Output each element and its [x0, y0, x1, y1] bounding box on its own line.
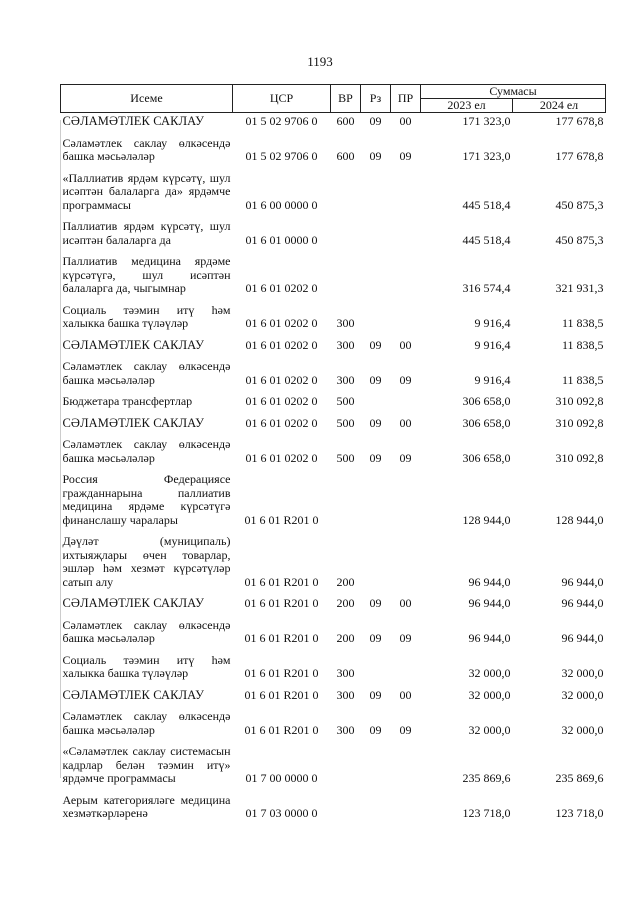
row-pr [391, 648, 421, 683]
table-row [61, 432, 606, 467]
table-row [61, 411, 606, 433]
row-amount-2024: 310 092,8 [555, 394, 604, 408]
row-csr: 01 6 01 0202 0 [245, 337, 318, 352]
row-rz [361, 389, 391, 411]
row-pr [391, 389, 421, 411]
table-row [61, 166, 606, 215]
row-name: Бюджетара трансфертлар [62, 394, 193, 408]
row-rz: 09 [369, 149, 382, 163]
row-csr: 01 6 00 0000 0 [245, 197, 318, 212]
row-amount-2024: 32 000,0 [561, 666, 604, 680]
table-row [61, 131, 606, 166]
row-amount-2023: 9 916,4 [474, 372, 511, 387]
table-row [61, 354, 606, 389]
row-name: СӘЛАМӘТЛЕК САКЛАУ [62, 114, 205, 128]
row-vr [331, 214, 361, 249]
row-name: Сәламәтлек саклау өлкәсендә башка мәсьәләләр [62, 359, 231, 387]
row-rz [361, 648, 391, 683]
row-amount-2023: 445 518,4 [462, 232, 511, 247]
row-csr: 01 6 01 R201 0 [244, 596, 319, 610]
row-name: СӘЛАМӘТЛЕК САКЛАУ [62, 596, 205, 610]
row-name: «Паллиатив ярдәм күрсәтү, шул исәптән балаларга да» ярдәмче программасы [62, 170, 231, 212]
budget-table [60, 84, 606, 823]
row-amount-2023: 32 000,0 [468, 722, 511, 737]
row-vr: 300 [336, 337, 355, 352]
row-amount-2023: 96 944,0 [468, 574, 511, 589]
row-vr: 300 [336, 666, 355, 680]
row-amount-2024: 32 000,0 [561, 687, 604, 702]
row-name: Сәламәтлек саклау өлкәсендә башка мәсьәләләр [62, 135, 231, 163]
row-amount-2023: 171 323,0 [462, 149, 511, 163]
row-amount-2023: 96 944,0 [468, 631, 511, 645]
row-vr: 300 [336, 687, 355, 702]
row-rz: 09 [369, 687, 382, 702]
row-amount-2023: 96 944,0 [468, 596, 511, 610]
row-name: Россия Федерациясе гражданнарына паллиатив медицина ярдәме күрсәтүгә финанслашу чаралары [62, 472, 231, 527]
row-vr: 200 [336, 631, 355, 645]
row-csr: 01 6 01 0202 0 [245, 415, 318, 430]
row-amount-2024: 310 092,8 [555, 415, 604, 430]
header-pr: ПР [391, 85, 421, 113]
header-csr: ЦСР [233, 85, 331, 113]
row-name: Паллиатив ярдәм күрсәтү, шул исәптән балаларга да [62, 219, 231, 247]
row-amount-2023: 235 869,6 [462, 771, 511, 785]
row-amount-2023: 9 916,4 [474, 316, 511, 330]
row-pr: 09 [399, 372, 412, 387]
row-csr: 01 6 01 0202 0 [245, 316, 318, 330]
row-amount-2023: 445 518,4 [462, 197, 511, 212]
table-header [61, 85, 606, 113]
row-name: Паллиатив медицина ярдәме күрсәтүгә, шул исәптән балаларга да, чыгымнар [62, 254, 231, 295]
row-amount-2023: 9 916,4 [474, 337, 511, 352]
row-csr: 01 6 01 0202 0 [245, 450, 318, 465]
row-amount-2024: 321 931,3 [555, 281, 604, 295]
table-row [61, 704, 606, 739]
row-amount-2023: 306 658,0 [462, 450, 511, 465]
row-rz [361, 249, 391, 298]
table-row [61, 591, 606, 613]
row-rz [361, 788, 391, 823]
row-rz: 09 [369, 415, 382, 430]
table-row [61, 333, 606, 355]
row-rz: 09 [369, 722, 382, 737]
row-name: «Сәламәтлек саклау системасын кадрлар белән тәэмин итү» ярдәмче программасы [62, 744, 231, 785]
row-vr: 500 [336, 450, 355, 465]
row-pr [391, 529, 421, 591]
row-pr [391, 788, 421, 823]
row-pr: 09 [399, 722, 412, 737]
header-year-2024: 2024 ел [513, 99, 606, 113]
row-csr: 01 6 01 R201 0 [244, 512, 319, 527]
row-pr [391, 166, 421, 215]
row-pr: 09 [399, 631, 412, 645]
header-rz: Рз [361, 85, 391, 113]
table-row [61, 613, 606, 648]
table-row [61, 113, 606, 131]
table-row [61, 389, 606, 411]
row-name: Социаль тәэмин итү һәм халыкка башка түләүләр [62, 652, 231, 680]
header-name: Исеме [61, 85, 233, 113]
row-rz: 09 [369, 450, 382, 465]
row-vr [331, 788, 361, 823]
row-pr: 00 [399, 596, 412, 610]
row-amount-2024: 32 000,0 [561, 722, 604, 737]
row-vr: 200 [336, 574, 355, 589]
row-pr: 00 [399, 687, 412, 702]
table-row [61, 214, 606, 249]
row-vr: 500 [336, 394, 355, 408]
row-amount-2024: 450 875,3 [555, 197, 604, 212]
row-amount-2024: 235 869,6 [555, 771, 604, 785]
row-rz [361, 467, 391, 529]
row-amount-2024: 11 838,5 [561, 372, 604, 387]
row-vr: 600 [336, 114, 355, 128]
row-rz [361, 166, 391, 215]
row-amount-2024: 177 678,8 [555, 114, 604, 128]
row-csr: 01 6 01 R201 0 [244, 666, 319, 680]
header-year-2023: 2023 ел [421, 99, 513, 113]
table-row [61, 467, 606, 529]
row-amount-2024: 177 678,8 [555, 149, 604, 163]
row-vr [331, 739, 361, 788]
row-csr: 01 6 01 R201 0 [244, 687, 319, 702]
row-amount-2024: 123 718,0 [555, 806, 604, 820]
row-amount-2023: 32 000,0 [468, 666, 511, 680]
table-row [61, 648, 606, 683]
row-rz: 09 [369, 114, 382, 128]
row-amount-2024: 96 944,0 [561, 631, 604, 645]
row-rz [361, 739, 391, 788]
table-row [61, 788, 606, 823]
row-amount-2024: 310 092,8 [555, 450, 604, 465]
row-name: Сәламәтлек саклау өлкәсендә башка мәсьәләләр [62, 617, 231, 645]
row-amount-2023: 306 658,0 [462, 394, 511, 408]
row-rz [361, 529, 391, 591]
row-amount-2023: 32 000,0 [468, 687, 511, 702]
row-amount-2023: 171 323,0 [462, 114, 511, 128]
row-name: Дәүләт (муниципаль) ихтыяҗлары өчен товарлар, эшләр һәм хезмәт күрсәтүләр сатып алу [62, 534, 231, 589]
row-amount-2024: 11 838,5 [561, 337, 604, 352]
row-csr: 01 6 01 R201 0 [244, 722, 319, 737]
row-vr [331, 467, 361, 529]
table-row [61, 683, 606, 705]
row-pr: 09 [399, 149, 412, 163]
row-vr: 200 [336, 596, 355, 610]
row-csr: 01 7 00 0000 0 [245, 771, 318, 785]
row-vr: 300 [336, 316, 355, 330]
table-row [61, 529, 606, 591]
row-pr [391, 249, 421, 298]
row-rz: 09 [369, 631, 382, 645]
row-vr: 600 [336, 149, 355, 163]
row-vr: 300 [336, 722, 355, 737]
table-row [61, 298, 606, 333]
row-pr: 09 [399, 450, 412, 465]
row-name: Сәламәтлек саклау өлкәсендә башка мәсьәләләр [62, 437, 231, 465]
row-amount-2024: 96 944,0 [561, 596, 604, 610]
row-name: Сәламәтлек саклау өлкәсендә башка мәсьәләләр [62, 709, 231, 737]
row-vr: 300 [336, 372, 355, 387]
row-rz: 09 [369, 337, 382, 352]
row-pr [391, 298, 421, 333]
row-name: СӘЛАМӘТЛЕК САКЛАУ [62, 687, 205, 702]
row-name: СӘЛАМӘТЛЕК САКЛАУ [62, 415, 205, 430]
row-rz [361, 298, 391, 333]
row-pr: 00 [399, 337, 412, 352]
row-vr [331, 166, 361, 215]
row-rz [361, 214, 391, 249]
row-name: Социаль тәэмин итү һәм халыкка башка түләүләр [62, 302, 231, 330]
table-body [61, 113, 606, 823]
row-amount-2023: 123 718,0 [462, 806, 511, 820]
row-amount-2024: 96 944,0 [561, 574, 604, 589]
table-row [61, 739, 606, 788]
header-vr: ВР [331, 85, 361, 113]
row-amount-2023: 316 574,4 [462, 281, 511, 295]
row-csr: 01 6 01 0000 0 [245, 232, 318, 247]
row-pr [391, 739, 421, 788]
row-pr: 00 [399, 114, 412, 128]
row-amount-2023: 306 658,0 [462, 415, 511, 430]
page-number: 1193 [307, 54, 333, 69]
row-csr: 01 6 01 R201 0 [244, 574, 319, 589]
row-name: Аерым категорияләге медицина хезмәткәрләренә [62, 792, 231, 820]
row-vr [331, 249, 361, 298]
row-rz: 09 [369, 596, 382, 610]
row-pr [391, 467, 421, 529]
row-amount-2024: 128 944,0 [555, 512, 604, 527]
row-amount-2023: 128 944,0 [462, 512, 511, 527]
table-row [61, 249, 606, 298]
row-pr: 00 [399, 415, 412, 430]
row-amount-2024: 11 838,5 [561, 316, 604, 330]
row-csr: 01 7 03 0000 0 [245, 806, 318, 820]
row-amount-2024: 450 875,3 [555, 232, 604, 247]
header-sums: Суммасы [421, 85, 606, 99]
row-csr: 01 6 01 0202 0 [245, 372, 318, 387]
row-pr [391, 214, 421, 249]
row-csr: 01 5 02 9706 0 [245, 149, 318, 163]
row-csr: 01 6 01 R201 0 [244, 631, 319, 645]
row-csr: 01 6 01 0202 0 [245, 281, 318, 295]
row-rz: 09 [369, 372, 382, 387]
row-csr: 01 6 01 0202 0 [245, 394, 318, 408]
row-csr: 01 5 02 9706 0 [245, 114, 318, 128]
row-name: СӘЛАМӘТЛЕК САКЛАУ [62, 337, 205, 352]
row-vr: 500 [336, 415, 355, 430]
